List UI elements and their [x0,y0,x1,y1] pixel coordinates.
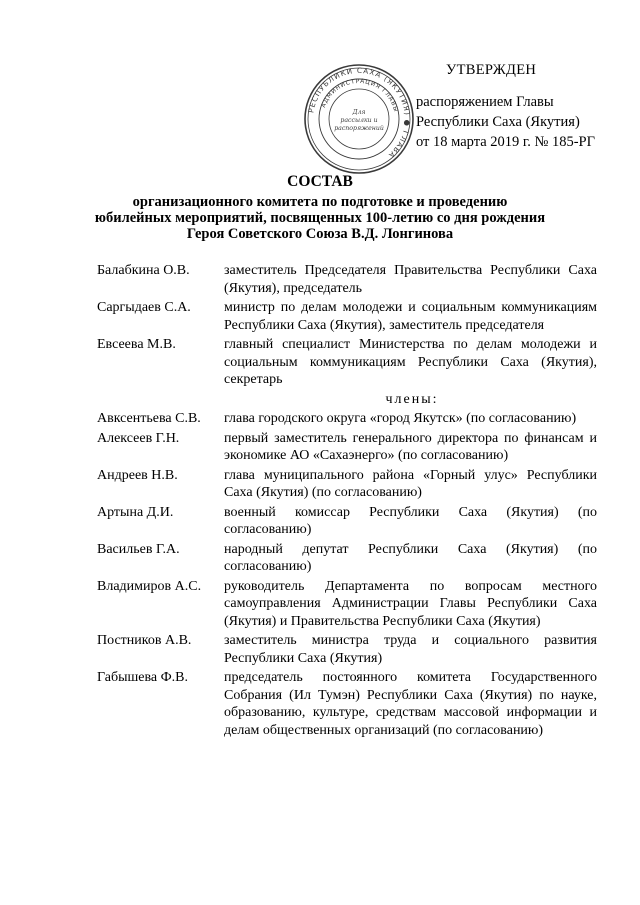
member-role: заместитель министра труда и социального развития Республики Саха (Якутия) [224,633,597,666]
member-role: заместитель Председателя Правительства Республики Саха (Якутия), председатель [224,263,597,296]
member-role: министр по делам молодежи и социальным коммуникациям Республики Саха (Якутия), заместитель председателя [224,300,597,333]
official-seal-stamp [303,63,415,175]
member-role: глава городского округа «город Якутск» (по согласованию) [224,411,577,426]
title-line-3: юбилейных мероприятий, посвященных 100-летию со дня рождения [94,210,546,226]
title-line-2: организационного комитета по подготовке и проведению [132,194,508,210]
approval-block [416,60,616,152]
roster-row [97,504,597,539]
member-role: глава муниципального района «Горный улус» Республики Саха (Якутия) (по согласованию) [224,467,597,500]
roster-row [97,430,597,465]
seal-outer-text: РЕСПУБЛИКИ САХА (ЯКУТИЯ) ● ГЛАВА [306,65,413,161]
title-line-1: СОСТАВ [287,173,353,190]
seal-inner-text: АДМИНИСТРАЦИЯ ГЛАВЫ [320,77,400,114]
member-name: Авксентьева С.В. [97,411,201,426]
seal-center-line-3: распоряжений [334,125,384,132]
member-role: военный комиссар Республики Саха (Якутия) (по согласованию) [224,504,597,537]
member-name: Габышева Ф.В. [97,670,189,685]
approval-line-2: Республики Саха (Якутия) [416,114,580,130]
roster-row [97,578,597,631]
member-name: Балабкина О.В. [97,263,190,278]
member-name: Васильев Г.А. [97,541,180,557]
seal-center-line-2: рассылки и [340,117,378,124]
roster-row [97,541,597,576]
member-name: Саргыдаев С.А. [97,300,191,315]
seal-center-line-1: Для [352,109,366,116]
approval-line-3: от 18 марта 2019 г. № 185-РГ [416,134,595,150]
member-name: Владимиров А.С. [97,578,202,594]
member-name: Артына Д.И. [97,504,174,520]
roster-row [97,467,597,502]
roster-row [97,336,597,389]
roster-row [97,632,597,667]
member-role: председатель постоянного комитета Государственного Собрания (Ил Тумэн) Республики Саха (Якутия) по науке, образованию, культуре, средствам массовой информации и делам общественных организаций (по согласованию) [224,670,597,738]
member-name: Евсеева М.В. [97,337,176,352]
roster-row [97,669,597,739]
title-line-4: Героя Советского Союза В.Д. Лонгинова [186,226,454,242]
member-role: руководитель Департамента по вопросам местного самоуправления Администрации Главы Республики Саха (Якутия) и Правительства Республики Саха (Якутия) [224,578,597,629]
approval-heading: УТВЕРЖДЕН [446,62,537,78]
roster-row [97,410,597,428]
roster-row [97,262,597,297]
member-role: первый заместитель генерального директора по финансам и экономике АО «Сахаэнерго» (по согласованию) [224,430,597,463]
member-name: Постников А.В. [97,633,192,648]
member-role: главный специалист Министерства по делам молодежи и социальным коммуникациям Республики Саха (Якутия), секретарь [224,337,597,387]
roster-row [97,299,597,334]
approval-line-1: распоряжением Главы [416,94,554,110]
member-name: Алексеев Г.Н. [97,430,180,446]
members-label: члены: [385,391,439,407]
document-title [0,174,640,242]
member-name: Андреев Н.В. [97,467,178,483]
member-role: народный депутат Республики Саха (Якутия) (по согласованию) [224,541,597,574]
committee-roster [97,262,597,741]
